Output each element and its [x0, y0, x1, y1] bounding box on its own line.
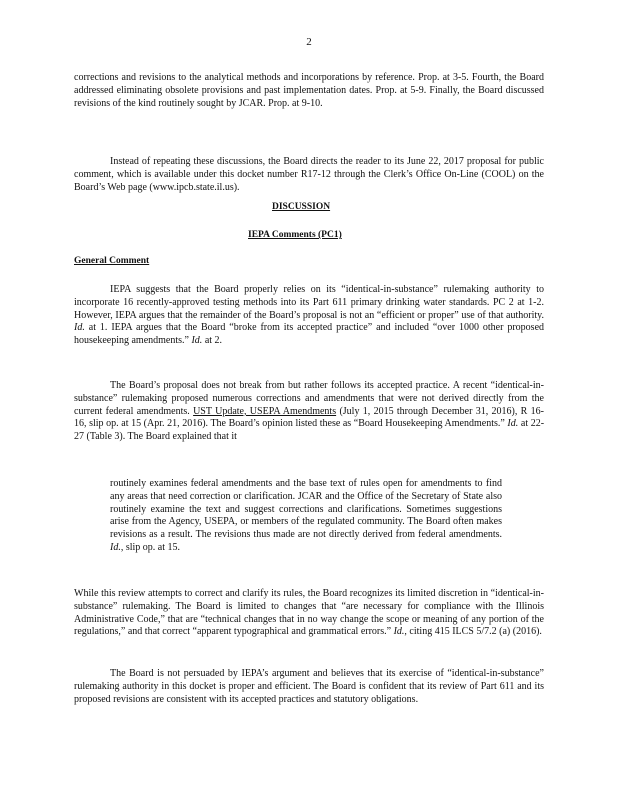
id-citation: Id.: [507, 418, 519, 430]
paragraph-iepa-suggests: [74, 284, 544, 348]
case-name: UST Update, USEPA Amendments: [193, 405, 337, 417]
iepa-argues-text: at 1. IEPA argues that the Board “broke from its accepted practice” and included “over 1000 other proposed housekeeping amendments.”: [74, 322, 545, 347]
board-proposal-text: The Board’s proposal does not break from but rather follows its accepted practice. A recent “identical-in-substance” rulemaking proposed numerous corrections and amendments that were not derived directly from the current federal amendments.: [74, 380, 544, 417]
id-citation: Id.: [110, 541, 121, 553]
block-quote: [110, 478, 502, 555]
paragraph-directs-reader: Instead of repeating these discussions, the Board directs the reader to its June 22, 2017 proposal for public comment, which is available under this docket number R17-12 through the Clerk’s Office On-Line (COOL) on the Board’s Web page (www.ipcb.state.il.us).: [74, 156, 544, 193]
iepa-suggests-text: IEPA suggests that the Board properly relies on its “identical-in-substance” rulemaking authority to incorporate 16 recently-approved testing methods into its Part 611 primary drinking water standards. PC 2 at 1-2. However, IEPA argues that the remainder of the Board’s proposal is not an “efficient or proper” use of that authority.: [74, 284, 544, 321]
case-citation-text: (July 1, 2015 through December 31, 2016), R 16-16, slip op. at 15 (Apr. 21, 2016). The Board’s opinion listed these as “Board Housekeeping Amendments.”: [74, 405, 545, 430]
id-citation: Id.: [74, 322, 85, 334]
quote-text: routinely examines federal amendments and the base text of rules open for amendments to find any areas that need correction or clarification. JCAR and the Office of the Secretary of State also routinely examine the text and suggest corrections and clarifications. Sometimes suggestions arise from the Agency, USEPA, or members of the regulated community. The Board often makes revisions as a result. The revisions thus made are not directly derived from federal amendments.: [110, 478, 502, 541]
id-citation: Id.: [393, 626, 405, 638]
heading-general-comment: General Comment: [74, 256, 150, 266]
paragraph-prior-discussion: corrections and revisions to the analytical methods and incorporations by reference. Prop. at 3-5. Fourth, the Board addressed eliminating obsolete provisions and past implementation dates. Prop. at 5-9. Finally, the Board discussed revisions of the kind routinely sought by JCAR. Prop. at 9-10.: [74, 72, 544, 109]
board-explained-text: at 22-27 (Table 3). The Board explained that it: [74, 418, 545, 443]
id-citation: Id.: [191, 335, 203, 347]
citation-page: at 2.: [204, 335, 223, 347]
heading-iepa-comments: IEPA Comments (PC1): [248, 230, 342, 240]
paragraph-board-proposal: [74, 380, 544, 444]
statute-citation-text: , citing 415 ILCS 5/7.2 (a) (2016).: [404, 626, 542, 638]
paragraph-board-not-persuaded: The Board is not persuaded by IEPA’s argument and believes that its exercise of “identical-in-substance” rulemaking authority in this docket is proper and efficient. The Board is confident that its review of Part 611 and its proposed revisions are consistent with its accepted practices and statutory obligations.: [74, 668, 544, 705]
quote-citation-text: , slip op. at 15.: [120, 541, 181, 553]
limited-discretion-text: While this review attempts to correct and clarify its rules, the Board recognizes its limited discretion in “identical-in-substance” rulemaking. The Board is limited to changes that “are necessary for compliance with the Illinois Administrative Code,” that are “technical changes that in no way change the scope or meaning of any portion of the regulations,” and that correct “apparent typographical and grammatical errors.”: [74, 588, 544, 638]
paragraph-limited-discretion: [74, 588, 544, 639]
heading-discussion: DISCUSSION: [272, 202, 331, 212]
page-number: 2: [306, 36, 312, 48]
